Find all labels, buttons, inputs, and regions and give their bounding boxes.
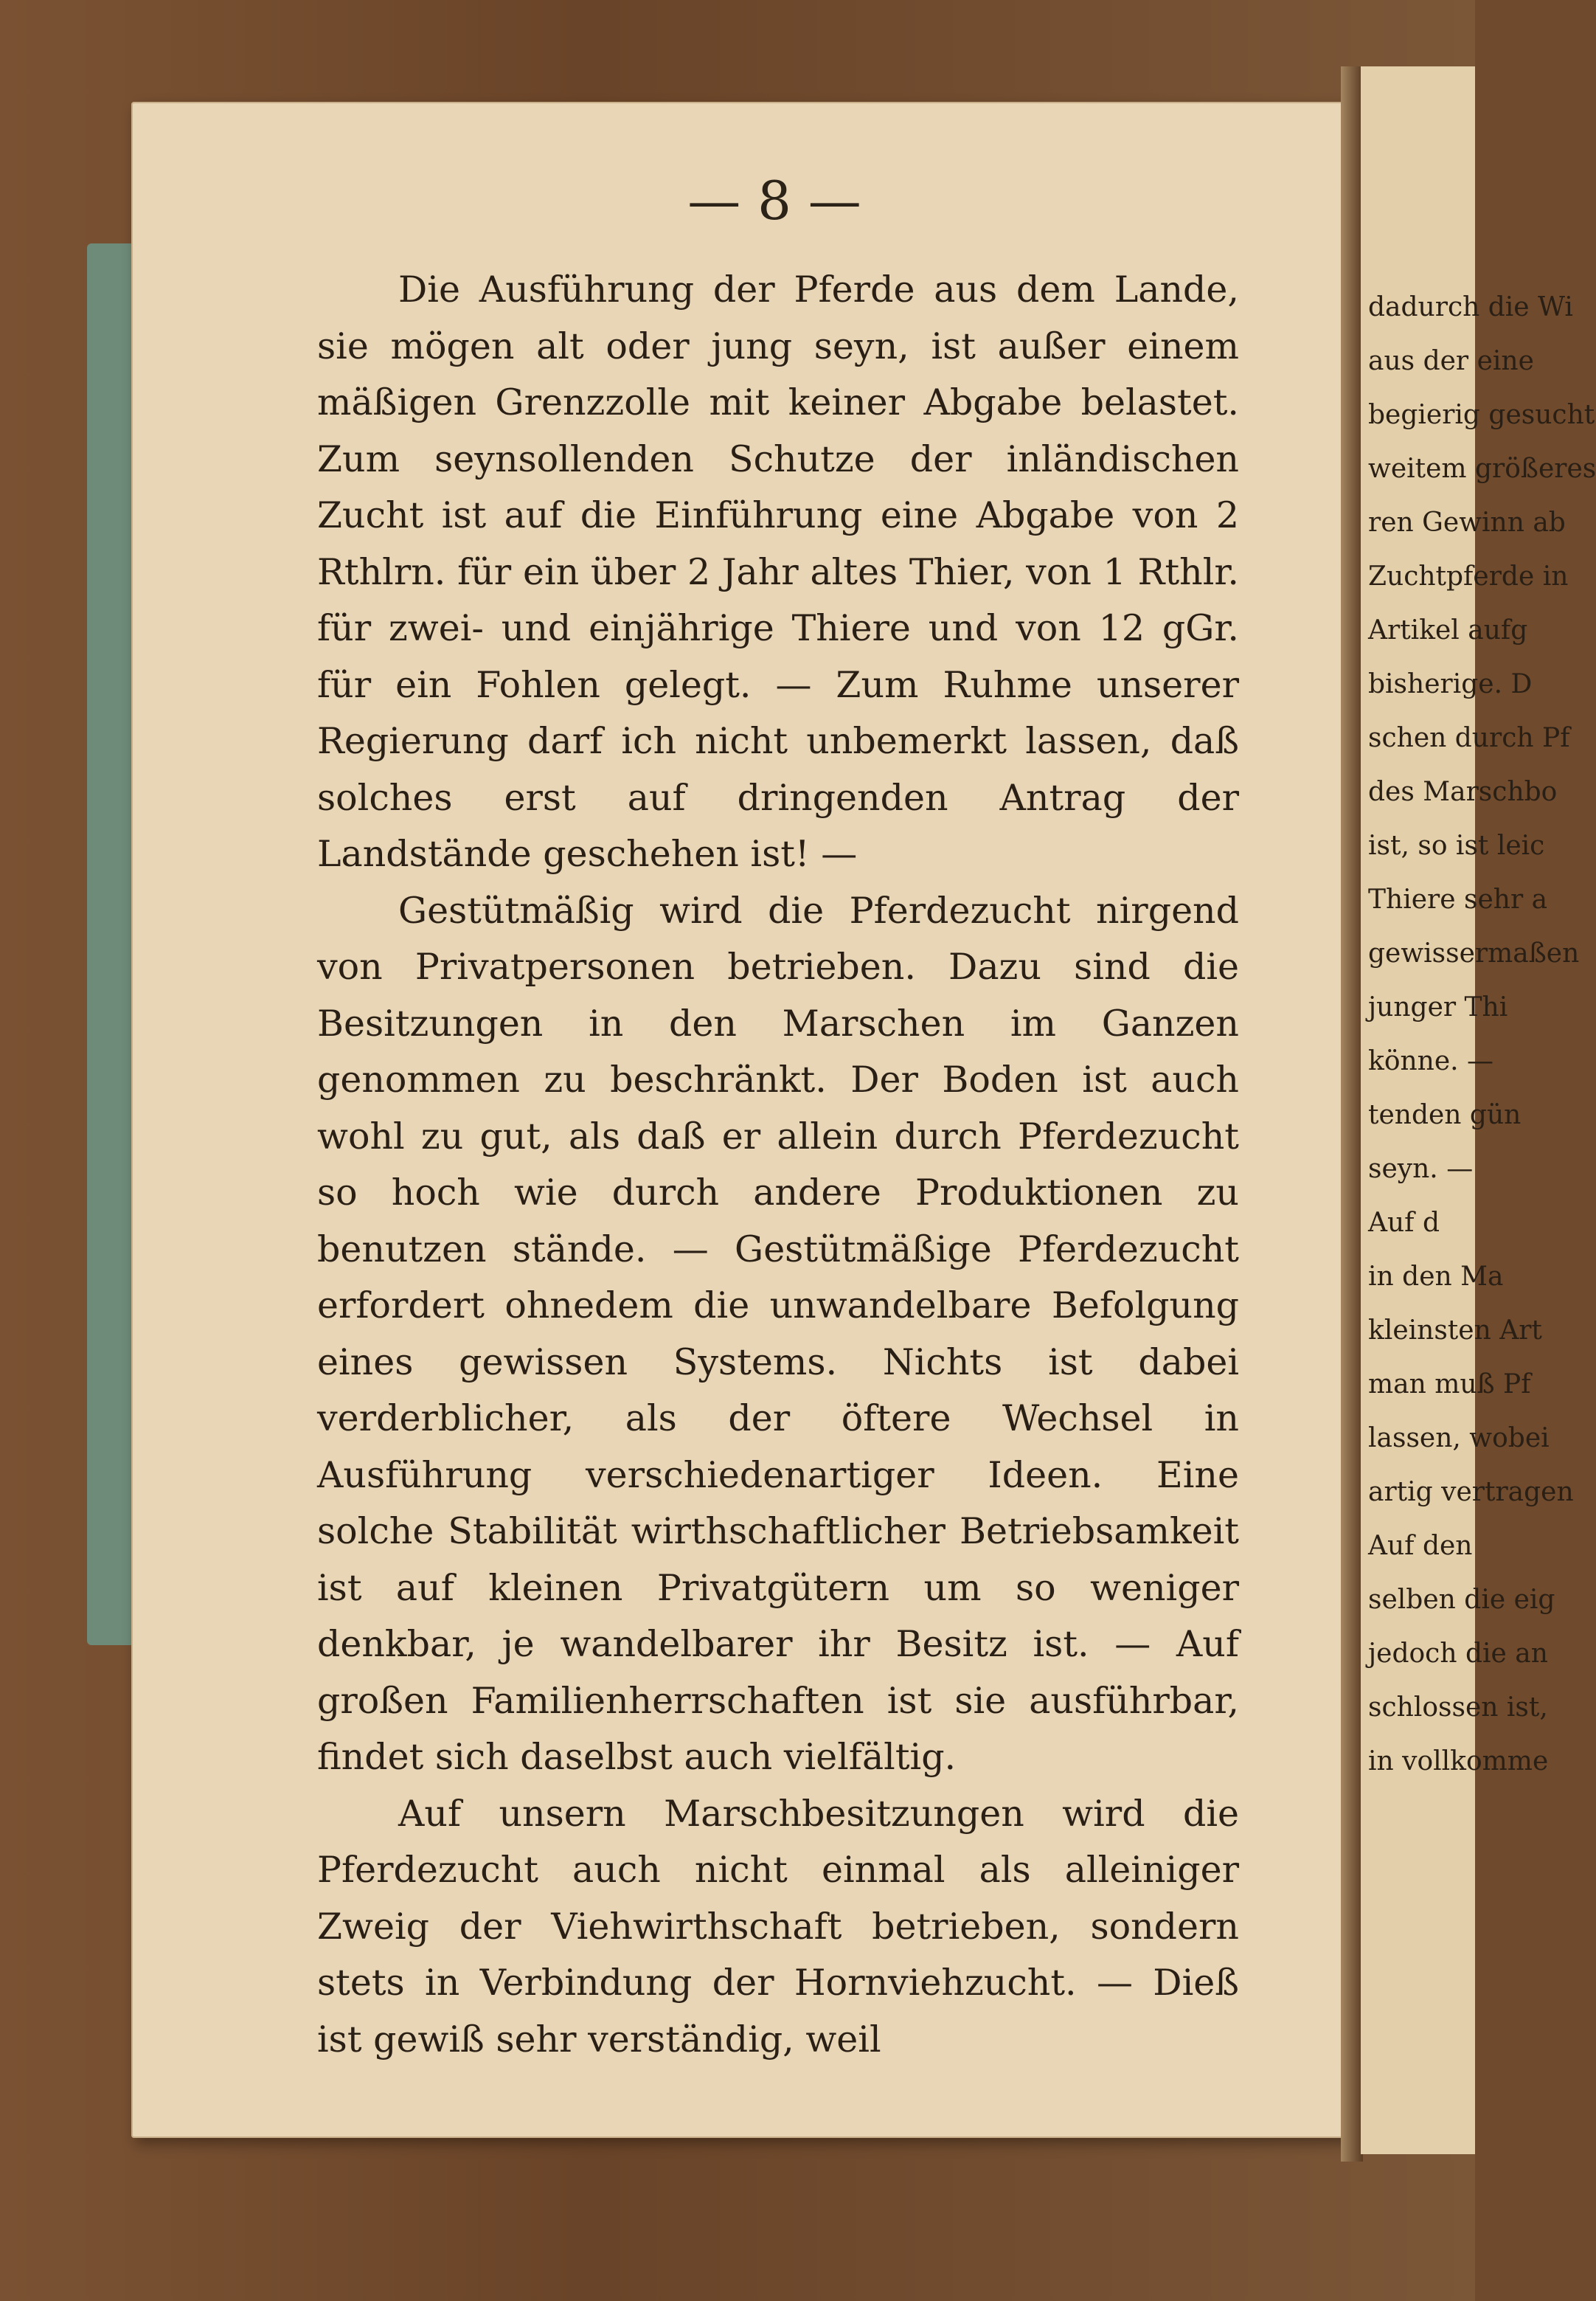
adjacent-line: Thiere sehr a xyxy=(1368,885,1548,915)
adjacent-line: schlossen ist, xyxy=(1368,1692,1548,1723)
adjacent-line: jedoch die an xyxy=(1368,1639,1548,1669)
page-number: — 8 — xyxy=(687,170,861,232)
adjacent-line: Auf d xyxy=(1368,1208,1440,1238)
adjacent-line: weitem größeres xyxy=(1368,454,1596,484)
adjacent-line: seyn. — xyxy=(1368,1154,1474,1184)
adjacent-line: Artikel aufg xyxy=(1368,615,1528,646)
paragraph-2: Gestütmäßig wird die Pferdezucht nirgend von Privatpersonen betrieben. Dazu sind die Besitzungen in den Marschen im Ganzen genommen zu beschränkt. Der Boden ist auch wohl zu gut, als daß er allein durch Pferdezucht so hoch wie durch andere Produktionen zu benutzen stände. — Gestütmäßige Pferdezucht erfordert ohnedem die unwandelbare Befolgung eines gewissen Systems. Nichts ist dabei verderblicher, als der öftere Wechsel in Ausführung verschiedenartiger Ideen. Eine solche Stabilität wirthschaftlicher Betriebsamkeit ist auf kleinen Privatgütern um so weniger denkbar, je wandelbarer ihr Besitz ist. — Auf großen Familienherrschaften ist sie ausführbar, findet sich daselbst auch vielfältig. xyxy=(317,889,1239,1778)
adjacent-line: Zuchtpferde in xyxy=(1368,561,1569,592)
book-gutter xyxy=(1341,66,1363,2162)
adjacent-line: tenden gün xyxy=(1368,1100,1522,1130)
adjacent-line: des Marschbo xyxy=(1368,777,1558,807)
adjacent-line: bisherige. D xyxy=(1368,669,1533,699)
adjacent-line: junger Thi xyxy=(1368,992,1508,1023)
adjacent-line: begierig gesucht xyxy=(1368,400,1595,430)
paragraph-3: Auf unsern Marschbesitzungen wird die Pferdezucht auch nicht einmal als alleiniger Zweig der Viehwirthschaft betrieben, sondern stets in Verbindung der Hornviehzucht. — Dieß ist gewiß sehr verständig, weil xyxy=(317,1792,1239,2060)
adjacent-line: in den Ma xyxy=(1368,1262,1504,1292)
adjacent-line: dadurch die Wi xyxy=(1368,292,1573,322)
adjacent-line: aus der eine xyxy=(1368,346,1534,376)
adjacent-line: lassen, wobei xyxy=(1368,1423,1550,1453)
adjacent-page-text xyxy=(1368,280,1596,1788)
adjacent-line: gewissermaßen xyxy=(1368,938,1580,969)
adjacent-line: kleinsten Art xyxy=(1368,1315,1542,1346)
adjacent-line: selben die eig xyxy=(1368,1585,1555,1615)
adjacent-line: schen durch Pf xyxy=(1368,723,1570,753)
adjacent-line: Auf den xyxy=(1368,1531,1473,1561)
adjacent-line: könne. — xyxy=(1368,1046,1494,1076)
adjacent-line: ist, so ist leic xyxy=(1368,831,1545,861)
adjacent-line: ren Gewinn ab xyxy=(1368,508,1566,538)
adjacent-line: man muß Pf xyxy=(1368,1369,1531,1399)
page-body-text xyxy=(317,262,1239,2068)
paragraph-1: Die Ausführung der Pferde aus dem Lande, sie mögen alt oder jung seyn, ist außer einem mäßigen Grenzzolle mit keiner Abgabe belastet. Zum seynsollenden Schutze der inländischen Zucht ist auf die Einführung eine Abgabe von 2 Rthlrn. für ein über 2 Jahr altes Thier, von 1 Rthlr. für zwei- und einjährige Thiere und von 12 gGr. für ein Fohlen gelegt. — Zum Ruhme unserer Regierung darf ich nicht unbemerkt lassen, daß solches erst auf dringenden Antrag der Landstände geschehen ist! — xyxy=(317,269,1239,875)
adjacent-line: artig vertragen xyxy=(1368,1477,1574,1507)
adjacent-line: in vollkomme xyxy=(1368,1746,1549,1776)
